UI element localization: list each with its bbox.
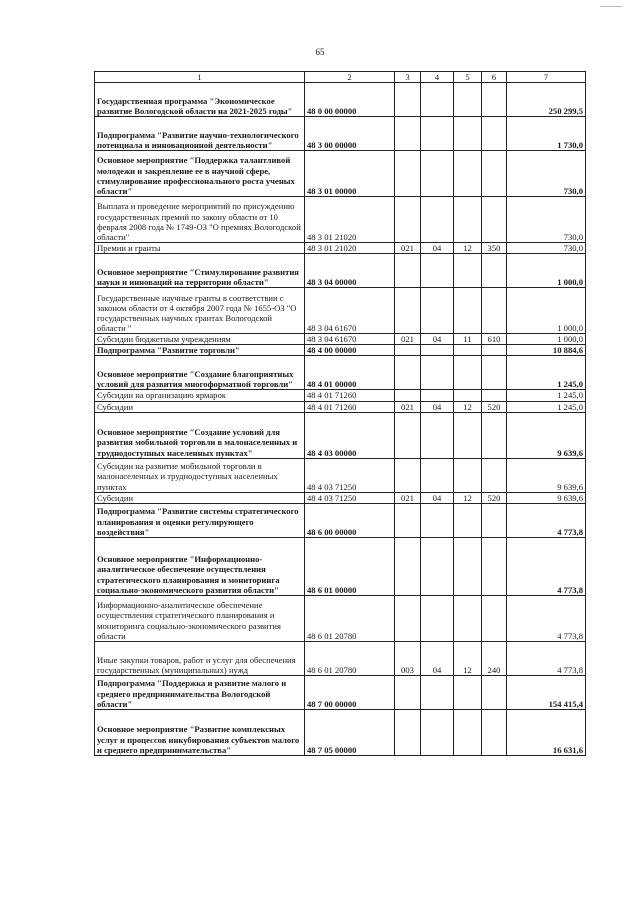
row-code-cell: 48 3 01 21020 — [305, 197, 395, 243]
row-amount-cell: 4 773,8 — [507, 503, 586, 537]
row-col6-cell — [482, 254, 507, 288]
row-col6-cell — [482, 151, 507, 197]
row-amount-cell: 154 415,4 — [507, 675, 586, 709]
row-col5-cell — [454, 412, 482, 458]
row-col5-cell — [454, 117, 482, 151]
row-name-cell: Основное мероприятие "Поддержка талантливой молодежи и закрепление ее в научной сфере, стимулирование профессионального роста ученых области" — [95, 151, 305, 197]
page-corner-mark — [600, 0, 622, 7]
row-name-cell: Информационно-аналитическое обеспечение осуществления стратегического планирования и мониторинга социально-экономического развития области — [95, 595, 305, 641]
table-row — [95, 492, 586, 503]
row-col3-cell — [395, 675, 421, 709]
row-col5-cell: 11 — [454, 334, 482, 345]
row-col5-cell: 12 — [454, 401, 482, 412]
table-row — [95, 412, 586, 458]
row-col4-cell: 04 — [421, 243, 454, 254]
row-name-cell: Основное мероприятие "Информационно-аналитическое обеспечение осуществления стратегического планирования и мониторинга социально-экономического развития области" — [95, 537, 305, 595]
row-col5-cell — [454, 675, 482, 709]
row-name-cell: Иные закупки товаров, работ и услуг для обеспечения государственных (муниципальных) нужд — [95, 641, 305, 675]
row-col4-cell — [421, 288, 454, 334]
row-col3-cell — [395, 151, 421, 197]
row-col3-cell — [395, 709, 421, 755]
row-amount-cell: 1 245,0 — [507, 356, 586, 390]
table-row — [95, 197, 586, 243]
row-col4-cell: 04 — [421, 492, 454, 503]
row-col3-cell — [395, 595, 421, 641]
row-col6-cell — [482, 595, 507, 641]
row-name-cell: Основное мероприятие "Создание благоприятных условий для развития многоформатной торговли" — [95, 356, 305, 390]
column-header: 1 — [95, 72, 305, 83]
row-code-cell: 48 7 05 00000 — [305, 709, 395, 755]
table-row — [95, 117, 586, 151]
row-col6-cell — [482, 345, 507, 356]
column-header: 6 — [482, 72, 507, 83]
row-code-cell: 48 4 01 00000 — [305, 356, 395, 390]
row-name-cell: Субсидии на развитие мобильной торговли в малонаселенных и труднодоступных населенных пунктах — [95, 458, 305, 492]
row-col3-cell: 021 — [395, 401, 421, 412]
row-code-cell: 48 3 04 61670 — [305, 334, 395, 345]
table-row — [95, 356, 586, 390]
row-amount-cell: 730,0 — [507, 243, 586, 254]
row-col6-cell — [482, 197, 507, 243]
row-col6-cell — [482, 503, 507, 537]
row-col3-cell — [395, 356, 421, 390]
row-name-cell: Государственные научные гранты в соответствии с законом области от 4 октября 2007 года № 1655-ОЗ "О государственных научных грантах Вологодской области " — [95, 288, 305, 334]
row-code-cell: 48 6 01 20780 — [305, 641, 395, 675]
row-col5-cell — [454, 390, 482, 401]
row-amount-cell: 4 773,8 — [507, 641, 586, 675]
row-amount-cell: 730,0 — [507, 197, 586, 243]
row-col6-cell: 350 — [482, 243, 507, 254]
row-name-cell: Государственная программа "Экономическое развитие Вологодской области на 2021-2025 годы" — [95, 83, 305, 117]
table-row — [95, 151, 586, 197]
row-code-cell: 48 7 00 00000 — [305, 675, 395, 709]
row-col3-cell — [395, 458, 421, 492]
row-code-cell: 48 6 01 20780 — [305, 595, 395, 641]
row-code-cell: 48 3 01 21020 — [305, 243, 395, 254]
row-col6-cell: 520 — [482, 492, 507, 503]
row-amount-cell: 1 730,0 — [507, 117, 586, 151]
row-col6-cell — [482, 117, 507, 151]
row-amount-cell: 1 000,0 — [507, 334, 586, 345]
row-code-cell: 48 3 00 00000 — [305, 117, 395, 151]
row-col3-cell — [395, 503, 421, 537]
row-col6-cell: 240 — [482, 641, 507, 675]
row-amount-cell: 4 773,8 — [507, 595, 586, 641]
row-code-cell: 48 6 00 00000 — [305, 503, 395, 537]
row-col4-cell — [421, 151, 454, 197]
row-col5-cell — [454, 595, 482, 641]
table-row — [95, 503, 586, 537]
row-amount-cell: 1 245,0 — [507, 401, 586, 412]
row-col4-cell — [421, 117, 454, 151]
table-row — [95, 401, 586, 412]
row-col4-cell: 04 — [421, 401, 454, 412]
row-col4-cell — [421, 503, 454, 537]
row-col5-cell — [454, 537, 482, 595]
row-col4-cell — [421, 675, 454, 709]
row-code-cell: 48 4 01 71260 — [305, 401, 395, 412]
column-header: 2 — [305, 72, 395, 83]
row-name-cell: Подпрограмма "Развитие научно-технологического потенциала и инновационной деятельности" — [95, 117, 305, 151]
row-col5-cell — [454, 503, 482, 537]
row-col4-cell — [421, 458, 454, 492]
row-col5-cell — [454, 709, 482, 755]
table-row — [95, 254, 586, 288]
row-amount-cell: 4 773,8 — [507, 537, 586, 595]
row-col4-cell — [421, 390, 454, 401]
row-col6-cell — [482, 709, 507, 755]
table-row — [95, 334, 586, 345]
row-col6-cell — [482, 356, 507, 390]
row-col3-cell — [395, 197, 421, 243]
row-col6-cell — [482, 537, 507, 595]
row-code-cell: 48 0 00 00000 — [305, 83, 395, 117]
row-code-cell: 48 3 01 00000 — [305, 151, 395, 197]
row-col4-cell — [421, 709, 454, 755]
column-header: 5 — [454, 72, 482, 83]
row-amount-cell: 10 884,6 — [507, 345, 586, 356]
row-col5-cell — [454, 345, 482, 356]
row-code-cell: 48 4 03 71250 — [305, 492, 395, 503]
row-col6-cell — [482, 390, 507, 401]
row-code-cell: 48 3 04 00000 — [305, 254, 395, 288]
row-col5-cell — [454, 356, 482, 390]
row-col3-cell — [395, 390, 421, 401]
table-row — [95, 458, 586, 492]
row-col6-cell — [482, 675, 507, 709]
row-col3-cell: 021 — [395, 243, 421, 254]
row-amount-cell: 1 000,0 — [507, 254, 586, 288]
row-name-cell: Подпрограмма "Развитие торговли" — [95, 345, 305, 356]
row-col4-cell — [421, 254, 454, 288]
row-name-cell: Основное мероприятие "Создание условий для развития мобильной торговли в малонаселенных и труднодоступных населенных пунктах" — [95, 412, 305, 458]
column-header: 4 — [421, 72, 454, 83]
table-row — [95, 83, 586, 117]
row-amount-cell: 1 245,0 — [507, 390, 586, 401]
row-name-cell: Премии и гранты — [95, 243, 305, 254]
row-col5-cell — [454, 151, 482, 197]
row-col3-cell — [395, 537, 421, 595]
table-row — [95, 709, 586, 755]
table-row — [95, 345, 586, 356]
row-amount-cell: 250 299,5 — [507, 83, 586, 117]
table-row — [95, 390, 586, 401]
row-amount-cell: 16 631,6 — [507, 709, 586, 755]
row-col4-cell: 04 — [421, 641, 454, 675]
row-amount-cell: 730,0 — [507, 151, 586, 197]
row-name-cell: Подпрограмма "Поддержка и развитие малого и среднего предпринимательства Вологодской области" — [95, 675, 305, 709]
row-col6-cell — [482, 288, 507, 334]
row-col4-cell: 04 — [421, 334, 454, 345]
row-col3-cell: 021 — [395, 334, 421, 345]
row-col5-cell — [454, 254, 482, 288]
row-amount-cell: 1 000,0 — [507, 288, 586, 334]
row-name-cell: Субсидии — [95, 401, 305, 412]
row-col3-cell — [395, 288, 421, 334]
row-amount-cell: 9 639,6 — [507, 412, 586, 458]
table-header-row — [95, 72, 586, 83]
row-col3-cell: 021 — [395, 492, 421, 503]
table-row — [95, 641, 586, 675]
row-col3-cell — [395, 117, 421, 151]
row-name-cell: Подпрограмма "Развитие системы стратегического планирования и оценки регулирующего воздействия" — [95, 503, 305, 537]
row-amount-cell: 9 639,6 — [507, 492, 586, 503]
row-name-cell: Основное мероприятие "Стимулирование развития науки и инноваций на территории области" — [95, 254, 305, 288]
table-row — [95, 537, 586, 595]
row-code-cell: 48 3 04 61670 — [305, 288, 395, 334]
budget-table — [94, 71, 586, 756]
row-col5-cell — [454, 458, 482, 492]
row-col6-cell: 520 — [482, 401, 507, 412]
row-code-cell: 48 4 00 00000 — [305, 345, 395, 356]
row-col5-cell: 12 — [454, 243, 482, 254]
row-col6-cell — [482, 83, 507, 117]
row-code-cell: 48 4 03 71250 — [305, 458, 395, 492]
row-col5-cell — [454, 288, 482, 334]
table-row — [95, 288, 586, 334]
row-col3-cell — [395, 83, 421, 117]
table-row — [95, 675, 586, 709]
table-row — [95, 595, 586, 641]
row-col4-cell — [421, 595, 454, 641]
row-col4-cell — [421, 83, 454, 117]
row-col3-cell: 003 — [395, 641, 421, 675]
row-name-cell: Субсидии бюджетным учреждениям — [95, 334, 305, 345]
page-number: 65 — [315, 47, 325, 57]
row-col5-cell: 12 — [454, 492, 482, 503]
row-col6-cell: 610 — [482, 334, 507, 345]
row-col4-cell — [421, 356, 454, 390]
row-name-cell: Основное мероприятие "Развитие комплексных услуг и процессов инкубирования субъектов малого и среднего предпринимательства" — [95, 709, 305, 755]
row-col5-cell — [454, 83, 482, 117]
row-col4-cell — [421, 412, 454, 458]
column-header: 3 — [395, 72, 421, 83]
row-col4-cell — [421, 345, 454, 356]
row-col3-cell — [395, 254, 421, 288]
row-name-cell: Субсидии — [95, 492, 305, 503]
row-col3-cell — [395, 412, 421, 458]
row-col5-cell — [454, 197, 482, 243]
row-col4-cell — [421, 537, 454, 595]
row-code-cell: 48 6 01 00000 — [305, 537, 395, 595]
row-col4-cell — [421, 197, 454, 243]
row-code-cell: 48 4 01 71260 — [305, 390, 395, 401]
table-row — [95, 243, 586, 254]
row-col6-cell — [482, 412, 507, 458]
row-name-cell: Выплата и проведение мероприятий по присуждению государственных премий по закону области от 10 февраля 2008 года № 1749-ОЗ "О премиях Вологодской области" — [95, 197, 305, 243]
row-code-cell: 48 4 03 00000 — [305, 412, 395, 458]
row-col6-cell — [482, 458, 507, 492]
row-col3-cell — [395, 345, 421, 356]
row-amount-cell: 9 639,6 — [507, 458, 586, 492]
column-header: 7 — [507, 72, 586, 83]
row-name-cell: Субсидии на организацию ярмарок — [95, 390, 305, 401]
row-col5-cell: 12 — [454, 641, 482, 675]
